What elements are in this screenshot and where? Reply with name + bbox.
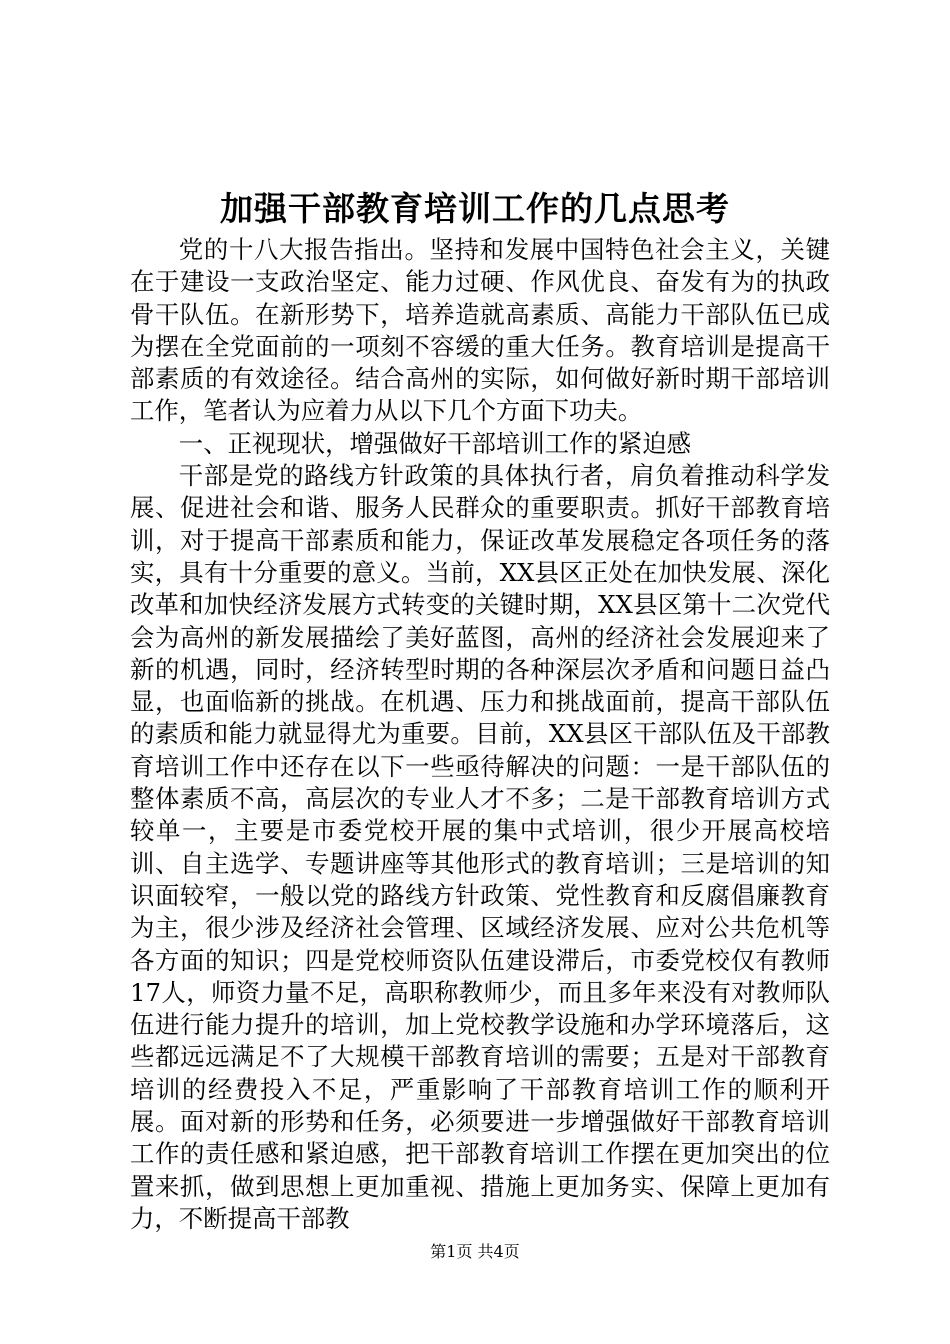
document-body [130, 234, 830, 1235]
paragraph-section-1: 干部是党的路线方针政策的具体执行者，肩负着推动科学发展、促进社会和谐、服务人民群众的重要职责。抓好干部教育培训，对于提高干部素质和能力，保证改革发展稳定各项任务的落实，具有十分重要的意义。当前，XX县区正处在加快发展、深化改革和加快经济发展方式转变的关键时期，XX县区第十二次党代会为高州的新发展描绘了美好蓝图，高州的经济社会发展迎来了新的机遇，同时，经济转型时期的各种深层次矛盾和问题日益凸显，也面临新的挑战。在机遇、压力和挑战面前，提高干部队伍的素质和能力就显得尤为重要。目前，XX县区干部队伍及干部教育培训工作中还存在以下一些亟待解决的问题：一是干部队伍的整体素质不高，高层次的专业人才不多；二是干部教育培训方式较单一，主要是市委党校开展的集中式培训，很少开展高校培训、自主选学、专题讲座等其他形式的教育培训；三是培训的知识面较窄，一般以党的路线方针政策、党性教育和反腐倡廉教育为主，很少涉及经济社会管理、区域经济发展、应对公共危机等各方面的知识；四是党校师资队伍建设滞后，市委党校仅有教师17人，师资力量不足，高职称教师少，而且多年来没有对教师队伍进行能力提升的培训，加上党校教学设施和办学环境落后，这些都远远满足不了大规模干部教育培训的需要；五是对干部教育培训的经费投入不足，严重影响了干部教育培训工作的顺利开展。面对新的形势和任务，必须要进一步增强做好干部教育培训工作的责任感和紧迫感，把干部教育培训工作摆在更加突出的位置来抓，做到思想上更加重视、措施上更加务实、保障上更加有力，不断提高干部教 [130, 461, 830, 1233]
paragraph-intro: 党的十八大报告指出。坚持和发展中国特色社会主义，关键在于建设一支政治坚定、能力过硬、作风优良、奋发有为的执政骨干队伍。在新形势下，培养造就高素质、高能力干部队伍已成为摆在全党面前的一项刻不容缓的重大任务。教育培训是提高干部素质的有效途径。结合高州的实际，如何做好新时期干部培训工作，笔者认为应着力从以下几个方面下功夫。 [130, 235, 830, 426]
section-heading-1: 一、正视现状，增强做好干部培训工作的紧迫感 [178, 428, 692, 458]
page-number-footer: 第1页 共4页 [430, 1242, 520, 1261]
document-title: 加强干部教育培训工作的几点思考 [220, 189, 730, 228]
